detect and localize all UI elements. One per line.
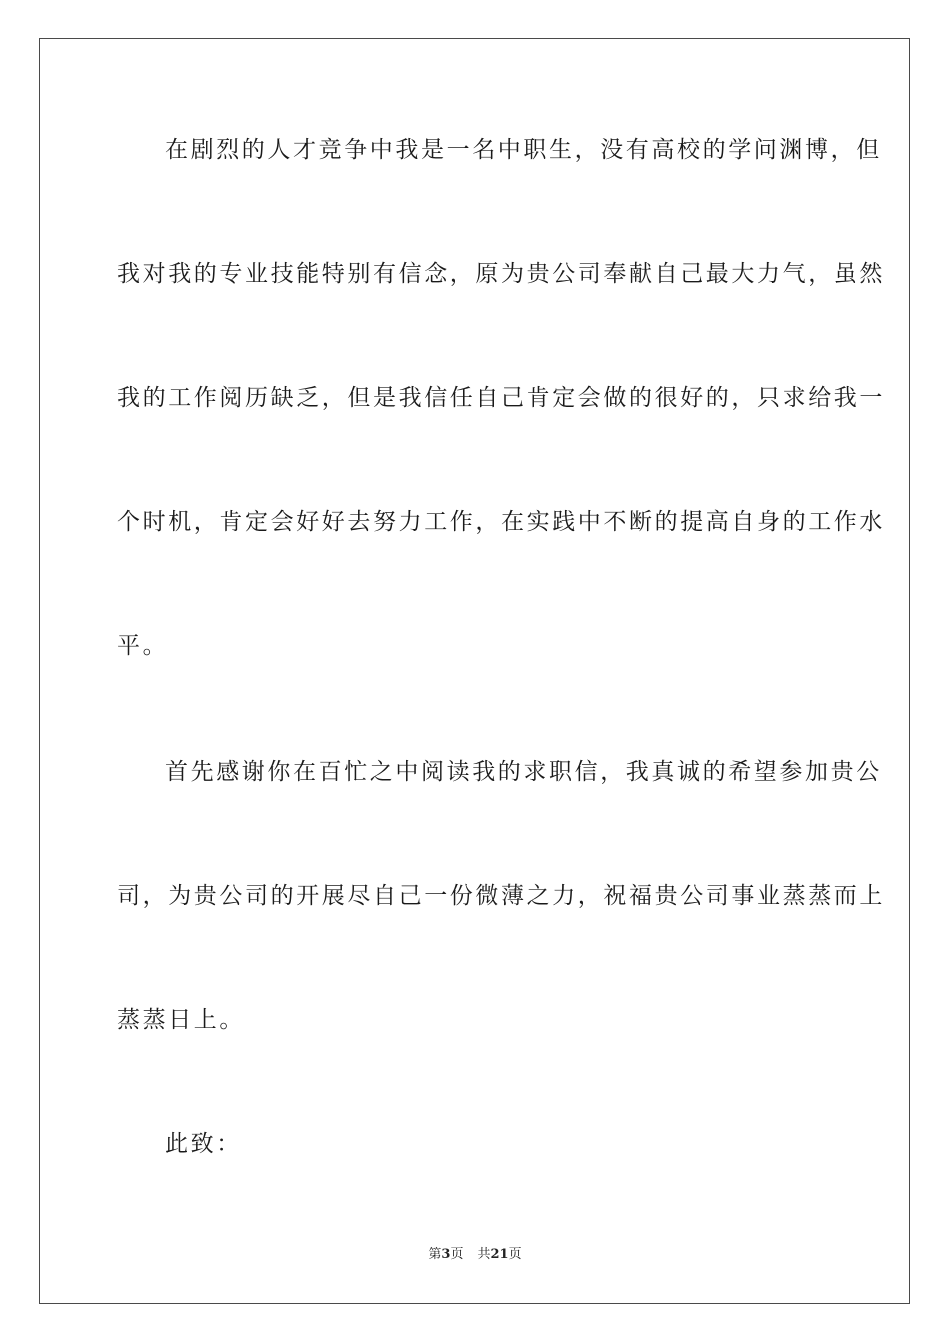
paragraph-1-line-5: 平。 — [117, 633, 169, 659]
paragraph-2-line-3: 蒸蒸日上。 — [117, 1007, 245, 1033]
page-prefix: 第 — [428, 1247, 442, 1262]
page-footer — [0, 1246, 950, 1264]
paragraph-1-line-2: 我对我的专业技能特别有信念，原为贵公司奉献自己最大力气，虽然 — [117, 261, 885, 287]
page-suffix: 页 — [450, 1247, 464, 1262]
paragraph-1-line-4: 个时机，肯定会好好去努力工作，在实践中不断的提高自身的工作水 — [117, 509, 885, 535]
page-number: 3 — [441, 1247, 451, 1262]
total-suffix: 页 — [508, 1247, 522, 1262]
total-prefix: 共 — [477, 1247, 491, 1262]
paragraph-1-line-3: 我的工作阅历缺乏，但是我信任自己肯定会做的很好的，只求给我一 — [117, 385, 885, 411]
page-border — [39, 38, 910, 1304]
paragraph-1-line-1: 在剧烈的人才竞争中我是一名中职生，没有高校的学问渊博，但 — [165, 137, 882, 163]
closing-salutation: 此致： — [165, 1131, 242, 1157]
paragraph-2-line-1: 首先感谢你在百忙之中阅读我的求职信，我真诚的希望参加贵公 — [165, 759, 882, 785]
paragraph-2-line-2: 司，为贵公司的开展尽自己一份微薄之力，祝福贵公司事业蒸蒸而上 — [117, 883, 885, 909]
total-pages: 21 — [490, 1247, 509, 1262]
